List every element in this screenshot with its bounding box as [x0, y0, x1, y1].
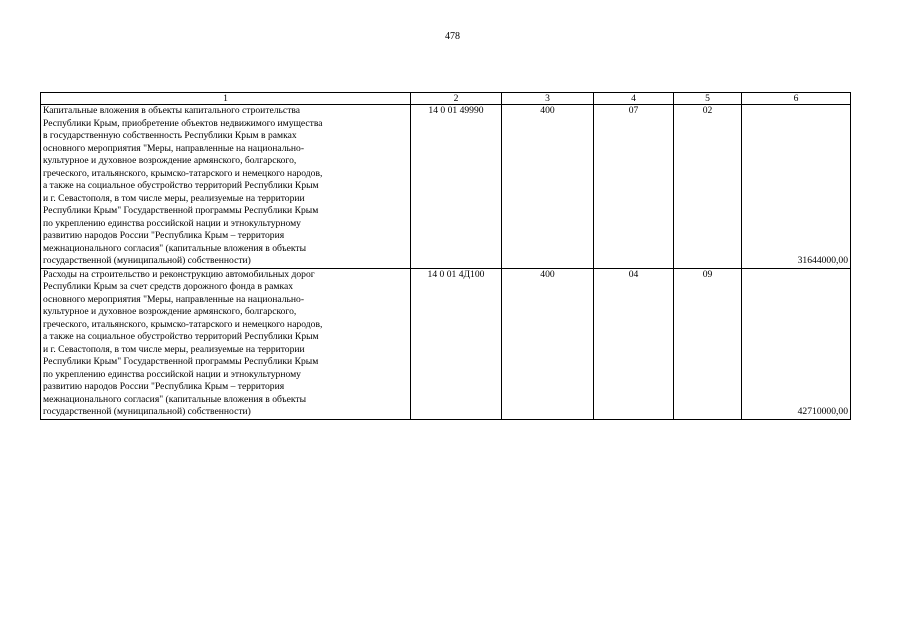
description-line: в государственную собственность Республики Крым в рамках [43, 130, 297, 141]
description-line: Республики Крым" Государственной программы Республики Крым [43, 356, 319, 367]
description-line: по укреплению единства российской нации и этнокультурному [43, 217, 301, 229]
description-line: государственной (муниципальной) собственности) [43, 255, 251, 266]
description-line: Расходы на строительство и реконструкцию автомобильных дорог [43, 268, 315, 280]
section-code: 07 [594, 105, 674, 269]
subsection-code: 09 [674, 268, 742, 419]
description-line: Республики Крым за счет средств дорожного фонда в рамках [43, 281, 294, 292]
column-header: 6 [742, 93, 851, 105]
description-line: развитию народов России "Республика Крым – территория [43, 381, 285, 392]
description-line: государственной (муниципальной) собственности) [43, 406, 251, 417]
description-line: межнационального согласия" (капитальные вложения в объекты [43, 393, 307, 405]
section-code: 04 [594, 268, 674, 419]
column-header: 5 [674, 93, 742, 105]
description-line: а также на социальное обустройство территорий Республики Крым [43, 180, 319, 191]
description-line: основного мероприятия "Меры, направленные на национально- [43, 293, 305, 305]
row-description [41, 105, 411, 269]
description-line: а также на социальное обустройство территорий Республики Крым [43, 331, 319, 342]
column-header: 3 [502, 93, 594, 105]
target-article-code: 14 0 01 49990 [411, 105, 502, 269]
description-line: культурное и духовное возрождение армянского, болгарского, [43, 155, 297, 166]
subsection-code: 02 [674, 105, 742, 269]
description-line: греческого, итальянского, крымско-татарского и немецкого народов, [43, 167, 323, 179]
column-header: 4 [594, 93, 674, 105]
amount-value: 31644000,00 [742, 105, 851, 269]
page-number: 478 [445, 31, 460, 42]
description-line: греческого, итальянского, крымско-татарского и немецкого народов, [43, 318, 323, 330]
table-header-row [41, 93, 851, 105]
expense-type-code: 400 [502, 268, 594, 419]
table-row [41, 268, 851, 419]
row-description [41, 268, 411, 419]
budget-table [40, 92, 851, 420]
expense-type-code: 400 [502, 105, 594, 269]
column-header: 2 [411, 93, 502, 105]
amount-value: 42710000,00 [742, 268, 851, 419]
column-header: 1 [41, 93, 411, 105]
description-line: и г. Севастополя, в том числе меры, реализуемые на территории [43, 343, 305, 355]
description-line: Капитальные вложения в объекты капитального строительства [43, 105, 301, 116]
description-line: культурное и духовное возрождение армянского, болгарского, [43, 306, 297, 317]
description-line: межнационального согласия" (капитальные вложения в объекты [43, 242, 307, 254]
description-line: основного мероприятия "Меры, направленные на национально- [43, 142, 305, 154]
description-line: по укреплению единства российской нации и этнокультурному [43, 368, 301, 380]
table-row [41, 105, 851, 269]
description-line: Республики Крым, приобретение объектов недвижимого имущества [43, 117, 323, 129]
description-line: и г. Севастополя, в том числе меры, реализуемые на территории [43, 192, 305, 204]
description-line: развитию народов России "Республика Крым – территория [43, 230, 285, 241]
description-line: Республики Крым" Государственной программы Республики Крым [43, 205, 319, 216]
target-article-code: 14 0 01 4Д100 [411, 268, 502, 419]
